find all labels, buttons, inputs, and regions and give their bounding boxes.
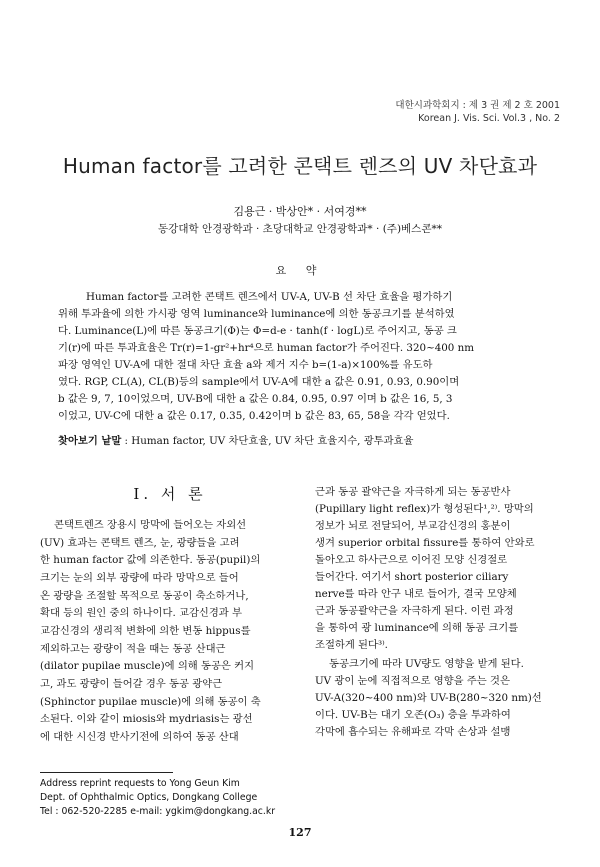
body-line: UV-A(320~400 nm)와 UV-B(280~320 nm)선 xyxy=(315,692,542,704)
abstract-line: 였다. RGP, CL(A), CL(B)등의 sample에서 UV-A에 대한 a 값은 0.91, 0.93, 0.90이며 xyxy=(58,376,460,388)
body-line: 동공크기에 따라 UV량도 영향을 받게 된다. xyxy=(329,658,524,670)
body-line: 근과 동공괄약근을 자극하게 된다. 이런 과정 xyxy=(315,605,514,617)
page-number: 127 xyxy=(288,826,312,839)
footnote-line: Dept. of Ophthalmic Optics, Dongkang College xyxy=(40,792,258,803)
body-line: 을 통하여 광 luminance에 의해 동공 크기를 xyxy=(315,622,519,634)
body-line: 들어간다. 여기서 short posterior ciliary xyxy=(315,571,509,583)
body-line: 정보가 뇌로 전달되어, 부교감신경의 홍분이 xyxy=(315,520,511,532)
abstract-line: b 값은 9, 7, 10이었으며, UV-B에 대한 a 값은 0.84, 0.95, 0.97 이며 b 값은 16, 5, 3 xyxy=(58,393,453,405)
body-line: 제외하고는 광량이 적을 때는 동공 산대근 xyxy=(40,643,226,655)
body-line: 크기는 눈의 외부 광량에 따라 망막으로 들어 xyxy=(40,572,239,584)
abstract-heading: 요 약 xyxy=(275,264,325,277)
affiliations: 동강대학 안경광학과 · 초당대학교 안경광학과* · (주)베스콘** xyxy=(158,223,442,235)
abstract-line: 다. Luminance(L)에 따른 동공크기(Φ)는 Φ=d-e · tanh(f · logL)로 주어지고, 동공 크 xyxy=(58,325,457,337)
keywords-label: 찾아보기 낱말 xyxy=(58,435,122,447)
body-line: 에 대한 시신경 반사기전에 의하여 동공 산대 xyxy=(40,731,239,743)
body-line: 조절하게 된다³⁾. xyxy=(315,639,388,651)
footnote-rule xyxy=(40,772,173,773)
body-line: (dilator pupilae muscle)에 의해 동공은 커지 xyxy=(40,660,255,672)
body-line: 콘택트렌즈 장용시 망막에 들어오는 자외선 xyxy=(54,519,247,531)
body-line: 한 human factor 값에 의존한다. 동공(pupil)의 xyxy=(40,554,261,566)
body-line: 교감신경의 생리적 변화에 의한 변동 hippus를 xyxy=(40,625,251,637)
authors: 김용근 · 박상안* · 서여경** xyxy=(233,205,367,218)
abstract-line: 위해 투과율에 의한 가시광 영역 luminance와 luminance에 의한 동공크기를 분석하였 xyxy=(58,308,455,320)
body-line: UV 광이 눈에 직접적으로 영향을 주는 것은 xyxy=(315,675,510,687)
body-line: (Pupillary light reflex)가 형성된다¹,²⁾. 망막의 xyxy=(315,503,534,515)
keywords xyxy=(58,432,413,447)
abstract-line: 파장 영역인 UV-A에 대한 절대 차단 효율 a와 제거 지수 b=(1-a)×100%를 유도하 xyxy=(58,359,433,371)
body-line: nerve를 따라 안구 내로 들어가, 결국 모양체 xyxy=(315,588,517,600)
footnote-line: Tel : 062-520-2285 e-mail: ygkim@dongkang.ac.kr xyxy=(40,806,276,817)
footnote-line: Address reprint requests to Yong Geun Kim xyxy=(40,778,240,789)
body-line: 고, 과도 광량이 들어갈 경우 동공 광약근 xyxy=(40,678,223,690)
body-line: 생겨 superior orbital fissure를 통하여 안와로 xyxy=(315,537,535,549)
journal-header-line1: 대한시과학회지 : 제 3 권 제 2 호 2001 xyxy=(395,100,560,111)
body-line: 돌아오고 하사근으로 이어진 모양 신경절로 xyxy=(315,554,508,566)
body-line: 온 광량을 조절할 목적으로 동공이 축소하거나, xyxy=(40,590,249,602)
abstract-line: Human factor를 고려한 콘택트 렌즈에서 UV-A, UV-B 선 차단 효율을 평가하기 xyxy=(86,291,453,303)
body-line: 이다. UV-B는 대기 오존(O₃) 층을 투과하여 xyxy=(315,709,511,721)
body-line: (UV) 효과는 콘택트 렌즈, 눈, 광량들을 고려 xyxy=(40,537,240,549)
journal-header-line2: Korean J. Vis. Sci. Vol.3 , No. 2 xyxy=(418,113,560,124)
section-heading-introduction: Ⅰ. 서 론 xyxy=(133,485,207,503)
body-line: (Sphinctor pupilae muscle)에 의해 동공이 축 xyxy=(40,696,261,708)
paper-title: Human factor를 고려한 콘택트 렌즈의 UV 차단효과 xyxy=(62,154,538,178)
body-line: 확대 등의 원인 중의 하나이다. 교감신경과 부 xyxy=(40,607,242,619)
body-line: 소된다. 이와 같이 miosis와 mydriasis는 광선 xyxy=(40,713,253,725)
body-line: 근과 동공 괄약근을 자극하게 되는 동공반사 xyxy=(315,486,511,498)
abstract-line: 기(r)에 따른 투과효율은 Tr(r)=1-gr²+hr⁴으로 human factor가 주어진다. 320~400 nm xyxy=(58,342,475,354)
keywords-text: : Human factor, UV 차단효율, UV 차단 효율지수, 광투과효율 xyxy=(121,435,414,447)
abstract-line: 이었고, UV-C에 대한 a 값은 0.17, 0.35, 0.42이며 b 값은 83, 65, 58을 각각 얻었다. xyxy=(58,410,450,422)
body-line: 각막에 흡수되는 유해파로 각막 손상과 설맹 xyxy=(315,726,511,738)
